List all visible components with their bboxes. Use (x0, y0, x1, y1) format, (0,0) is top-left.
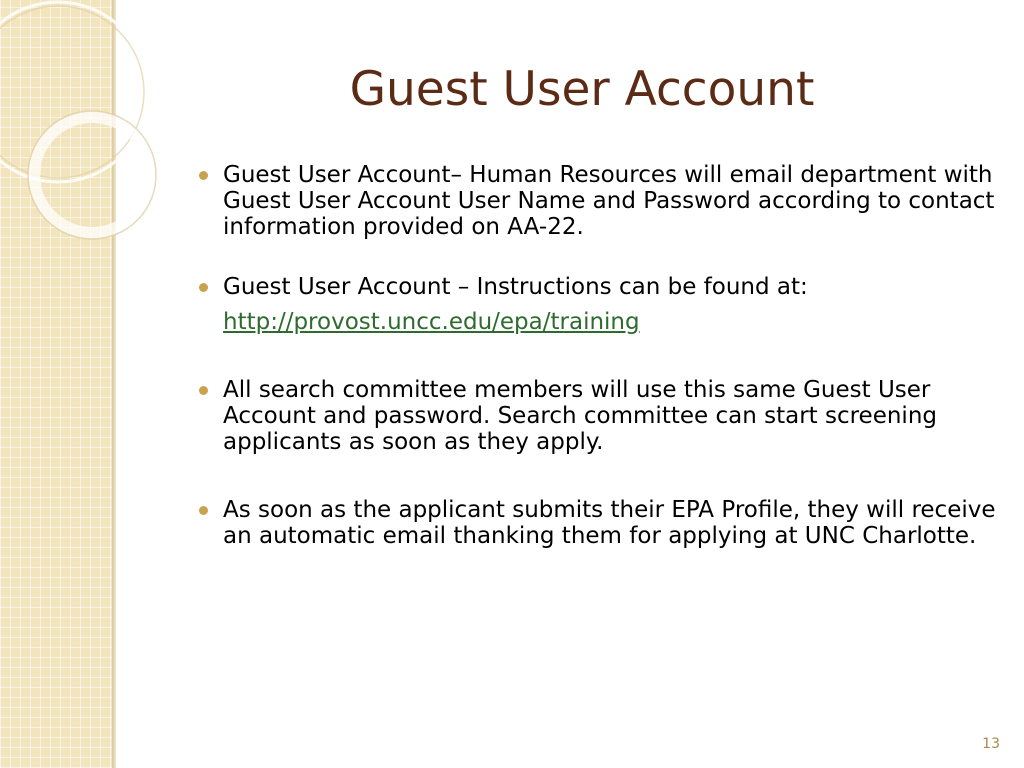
bullet-item (196, 497, 996, 549)
bullet-item (196, 162, 996, 240)
decorative-ring-large-inner (0, 6, 144, 178)
bullet-item (196, 274, 996, 335)
bullet-dot-icon (199, 283, 208, 292)
link-line (223, 309, 996, 335)
decorative-rings (0, 0, 200, 300)
bullet-item (196, 377, 996, 455)
bullet-list (196, 162, 996, 549)
bullet-dot-icon (199, 386, 208, 395)
bullet-text: Guest User Account– Human Resources will email department with Guest User Account User Name and Password according to contact information provided on AA-22. (223, 162, 995, 240)
training-link[interactable]: http://provost.uncc.edu/epa/training (223, 309, 640, 335)
bullet-dot-icon (199, 171, 208, 180)
page-number: 13 (982, 736, 1000, 752)
bullet-text: As soon as the applicant submits their EPA Profile, they will receive an automatic email thanking them for applying at UNC Charlotte. (223, 497, 996, 549)
bullet-text: Guest User Account – Instructions can be found at: (223, 274, 808, 300)
slide-title: Guest User Account (349, 62, 815, 117)
bullet-text: All search committee members will use this same Guest User Account and password. Search committee can start screening applicants as soon as they apply. (223, 377, 937, 455)
bullet-dot-icon (199, 506, 208, 515)
decorative-ring-large (0, 2, 148, 182)
